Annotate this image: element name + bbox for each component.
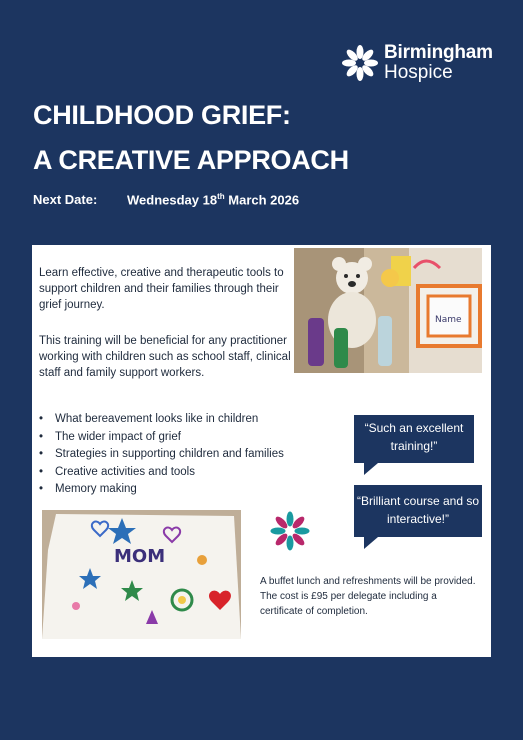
testimonial-bubble-1: “Such an excellent training!” xyxy=(354,415,474,463)
teddy-bear-photo xyxy=(294,248,482,373)
content-panel xyxy=(32,245,491,657)
memory-cloth-photo xyxy=(42,510,241,639)
audience-text: This training will be beneficial for any practitioner working with children such as school staff, clinical staff and family support workers. xyxy=(39,335,291,379)
list-item: • Strategies in supporting children and families xyxy=(39,446,284,464)
logo-subname: Hospice xyxy=(384,62,453,83)
list-item: • Memory making xyxy=(39,481,284,499)
testimonial-bubble-2: “Brilliant course and so interactive!” xyxy=(354,485,482,537)
next-date-label: Next Date: xyxy=(33,192,98,207)
list-item: • The wider impact of grief xyxy=(39,429,284,447)
page-title-line-1: CHILDHOOD GRIEF: xyxy=(33,100,291,130)
hospice-mark-icon xyxy=(268,509,312,553)
buffet-and-cost-text: A buffet lunch and refreshments will be provided. The cost is £95 per delegate including a certificate of completion. xyxy=(260,576,476,617)
logo-name: Birmingham xyxy=(384,42,493,63)
list-item: • What bereavement looks like in children xyxy=(39,411,284,429)
page-title-line-2: A CREATIVE APPROACH xyxy=(33,145,349,175)
intro-text: Learn effective, creative and therapeutic tools to support children and their families through their grief journey. xyxy=(39,267,284,311)
hospice-flower-icon xyxy=(340,43,380,83)
list-item: • Creative activities and tools xyxy=(39,464,284,482)
birmingham-hospice-logo xyxy=(340,43,493,83)
name-card-text: Name xyxy=(435,315,462,325)
mom-text: MOM xyxy=(114,546,166,567)
next-date-value: Wednesday 18th March 2026 xyxy=(127,192,300,208)
topics-list xyxy=(39,411,284,499)
